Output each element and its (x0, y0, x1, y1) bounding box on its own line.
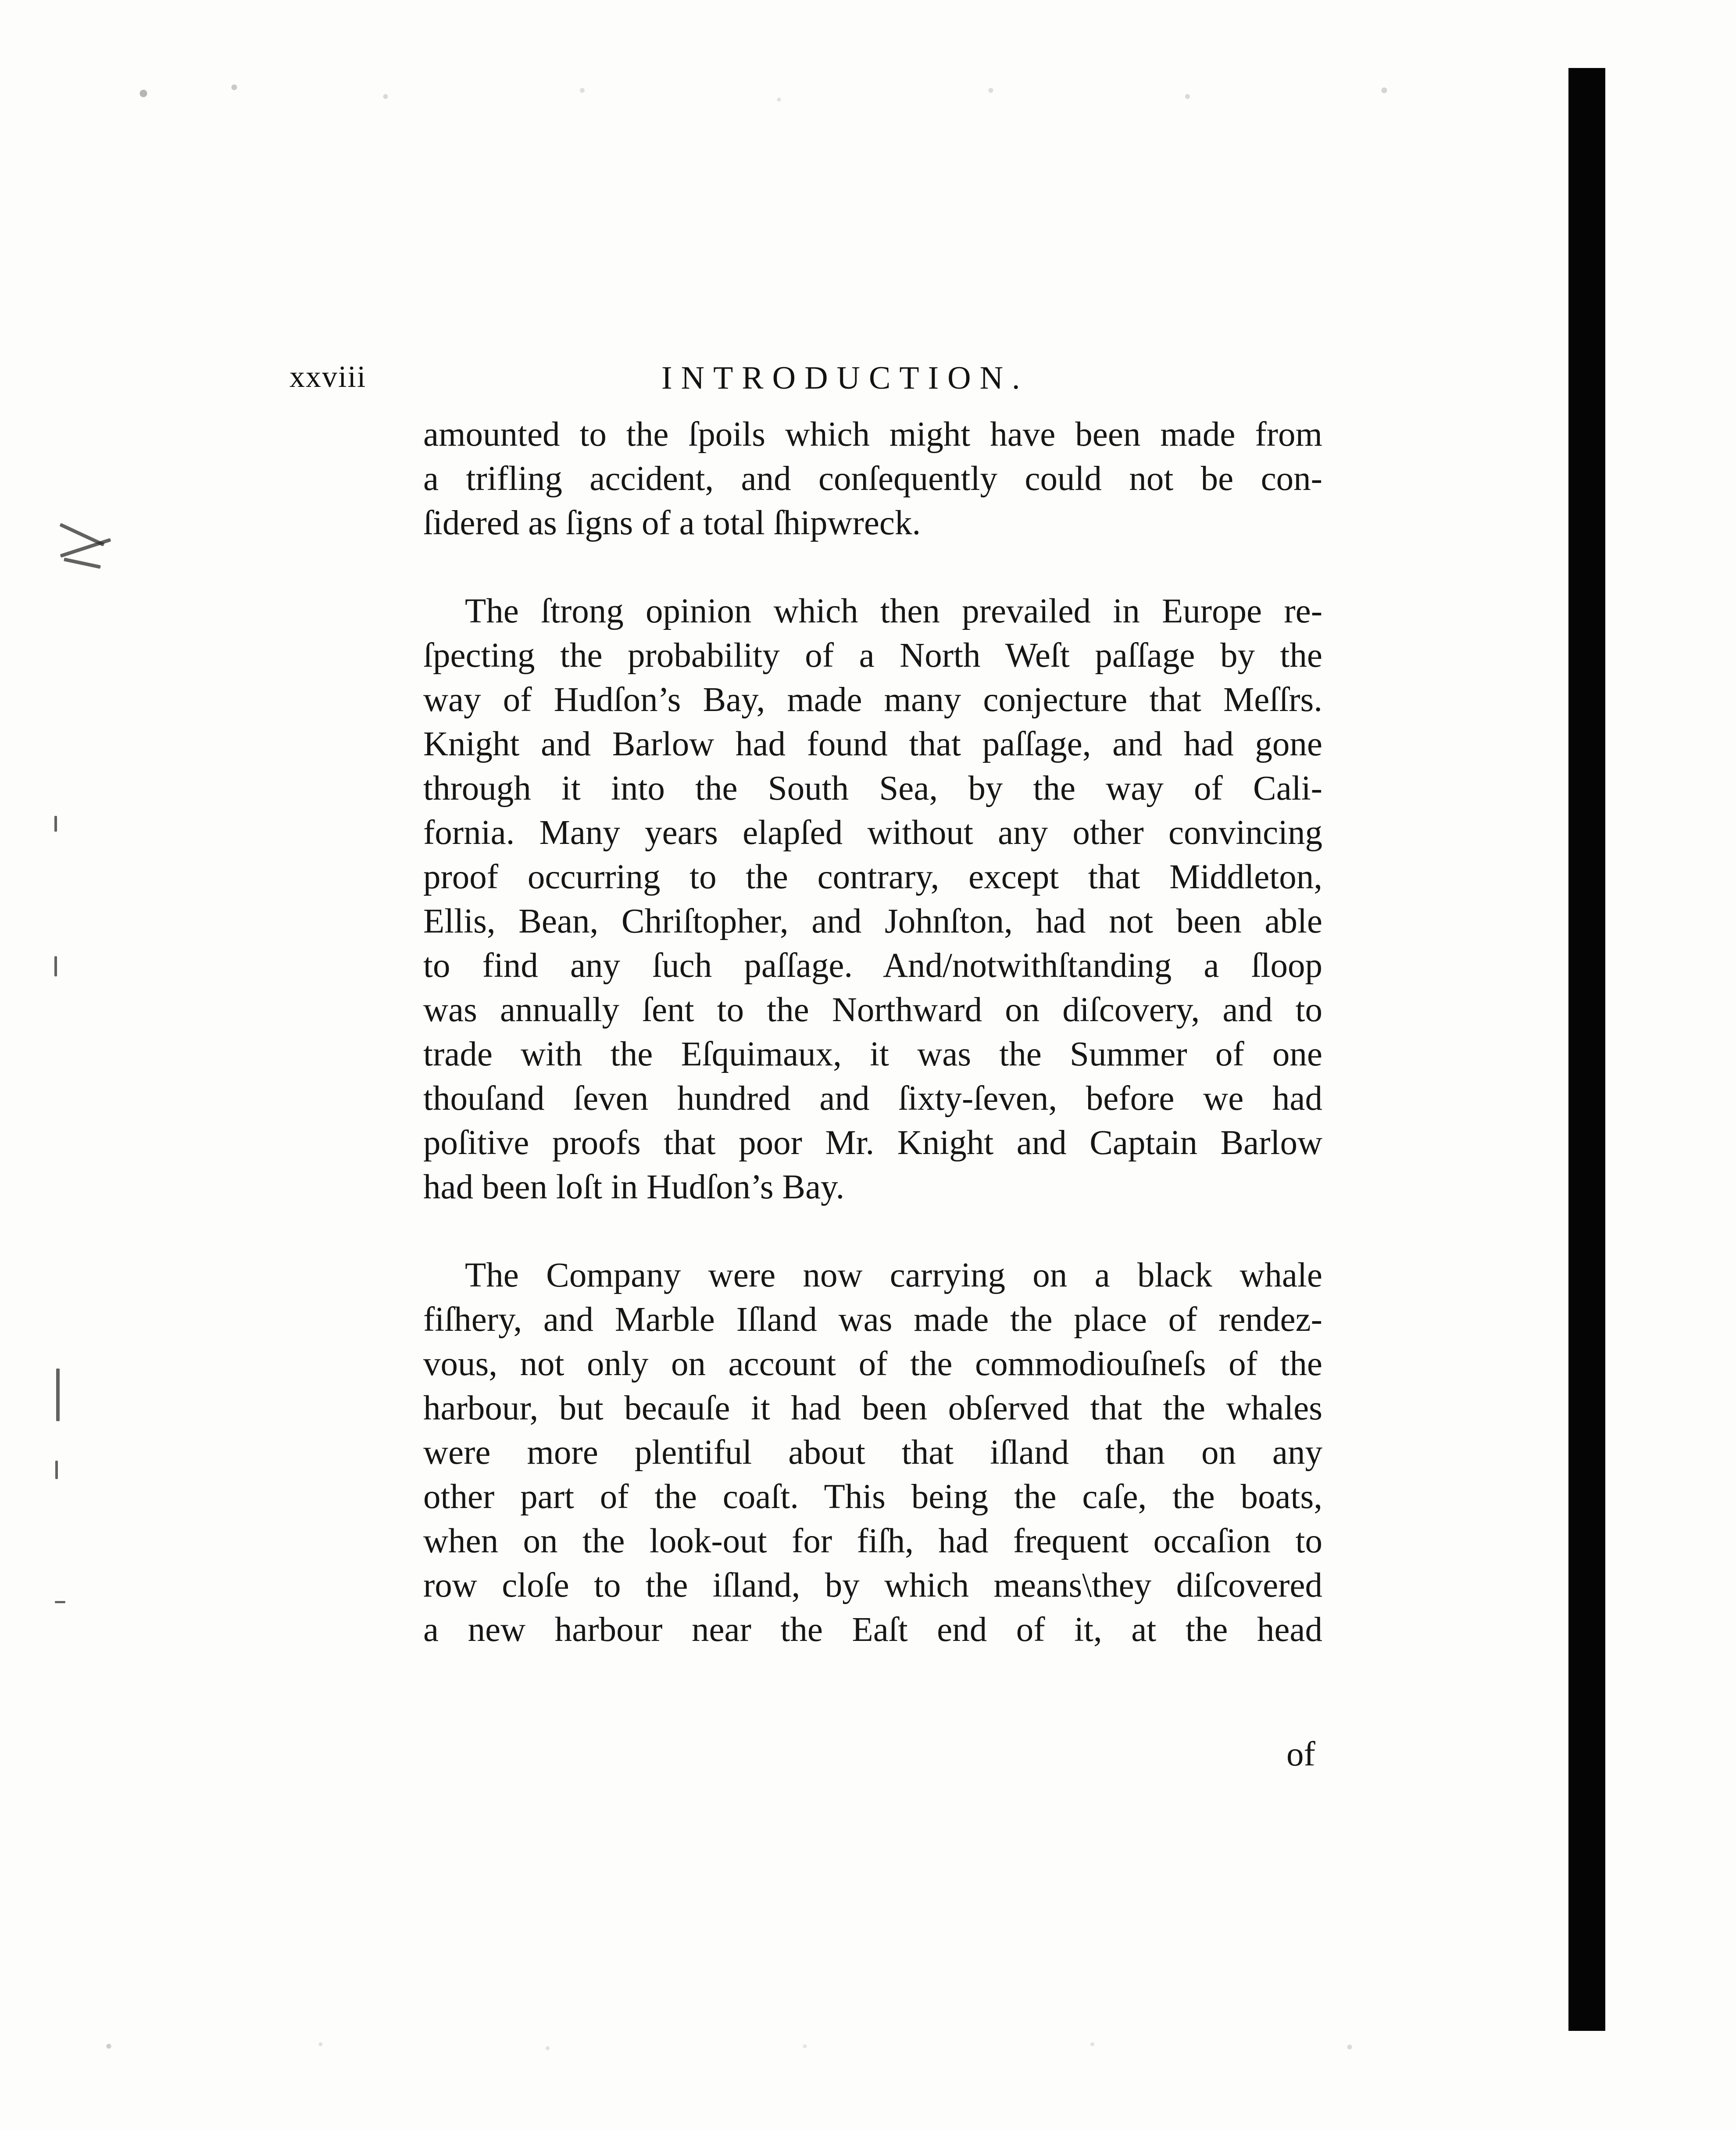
body-text (423, 412, 1322, 1652)
paragraph-line: through it into the South Sea, by the way of Cali- (423, 769, 1322, 808)
paragraph-line: fiſhery, and Marble Iſland was made the place of rendez- (423, 1301, 1322, 1339)
paragraph-line: fornia. Many years elapſed without any other convincing (423, 814, 1322, 852)
margin-mark (64, 558, 101, 568)
margin-mark (54, 956, 57, 976)
paragraph-line: proof occurring to the contrary, except that Middleton, (423, 858, 1322, 896)
paragraph-line: way of Hudſon’s Bay, made many conjecture that Meſſrs. (423, 681, 1322, 719)
dark-page-edge (1568, 68, 1605, 2031)
paragraph-line: The Company were now carrying on a black whale (465, 1256, 1322, 1294)
paragraph-line: when on the look-out for fiſh, had frequent occaſion to (423, 1522, 1322, 1560)
page-number: xxviii (289, 360, 367, 394)
running-head: INTRODUCTION. (661, 360, 1029, 396)
paragraph-line: to find any ſuch paſſage. And/notwithſtanding a ſloop (423, 947, 1322, 985)
margin-mark (56, 1369, 60, 1421)
paragraph-line: ſpecting the probability of a North Weſt paſſage by the (423, 636, 1322, 675)
paragraph-line: were more plentiful about that iſland than on any (423, 1433, 1322, 1472)
paragraph-line: amounted to the ſpoils which might have been made from (423, 415, 1322, 454)
paragraph-line: a trifling accident, and conſequently could not be con- (423, 460, 1322, 498)
paragraph-line: trade with the Eſquimaux, it was the Summer of one (423, 1035, 1322, 1073)
margin-mark (60, 538, 111, 558)
paragraph-line: Ellis, Bean, Chriſtopher, and Johnſton, had not been able (423, 902, 1322, 940)
paragraph-line: harbour, but becauſe it had been obſerved that the whales (423, 1389, 1322, 1427)
margin-mark (55, 1601, 65, 1603)
margin-mark (54, 816, 57, 832)
paragraph-line: had been loſt in Hudſon’s Bay. (423, 1168, 845, 1206)
paragraph-line: row cloſe to the iſland, by which means\they diſcovered (423, 1566, 1322, 1605)
paragraph-3 (423, 1253, 1322, 1652)
paragraph-line: vous, not only on account of the commodiouſneſs of the (423, 1345, 1322, 1383)
paragraph-line: Knight and Barlow had found that paſſage, and had gone (423, 725, 1322, 763)
margin-mark (55, 1461, 58, 1479)
scan-noise-top (53, 66, 1566, 127)
paragraph-line: was annually ſent to the Northward on diſcovery, and to (423, 991, 1322, 1029)
paragraph-line: poſitive proofs that poor Mr. Knight and Captain Barlow (423, 1124, 1322, 1162)
paragraph-1 (423, 412, 1322, 545)
paragraph-line: The ſtrong opinion which then prevailed in Europe re- (465, 592, 1322, 630)
paragraph-line: ſidered as ſigns of a total ſhipwreck. (423, 504, 921, 542)
paragraph-line: thouſand ſeven hundred and ſixty-ſeven, before we had (423, 1079, 1322, 1118)
scan-noise-bottom (48, 2026, 1561, 2066)
paragraph-line: a new harbour near the Eaſt end of it, at the head (423, 1611, 1322, 1649)
paragraph-2 (423, 589, 1322, 1209)
paragraph-line: other part of the coaſt. This being the caſe, the boats, (423, 1478, 1322, 1516)
catchword: of (1286, 1735, 1315, 1773)
